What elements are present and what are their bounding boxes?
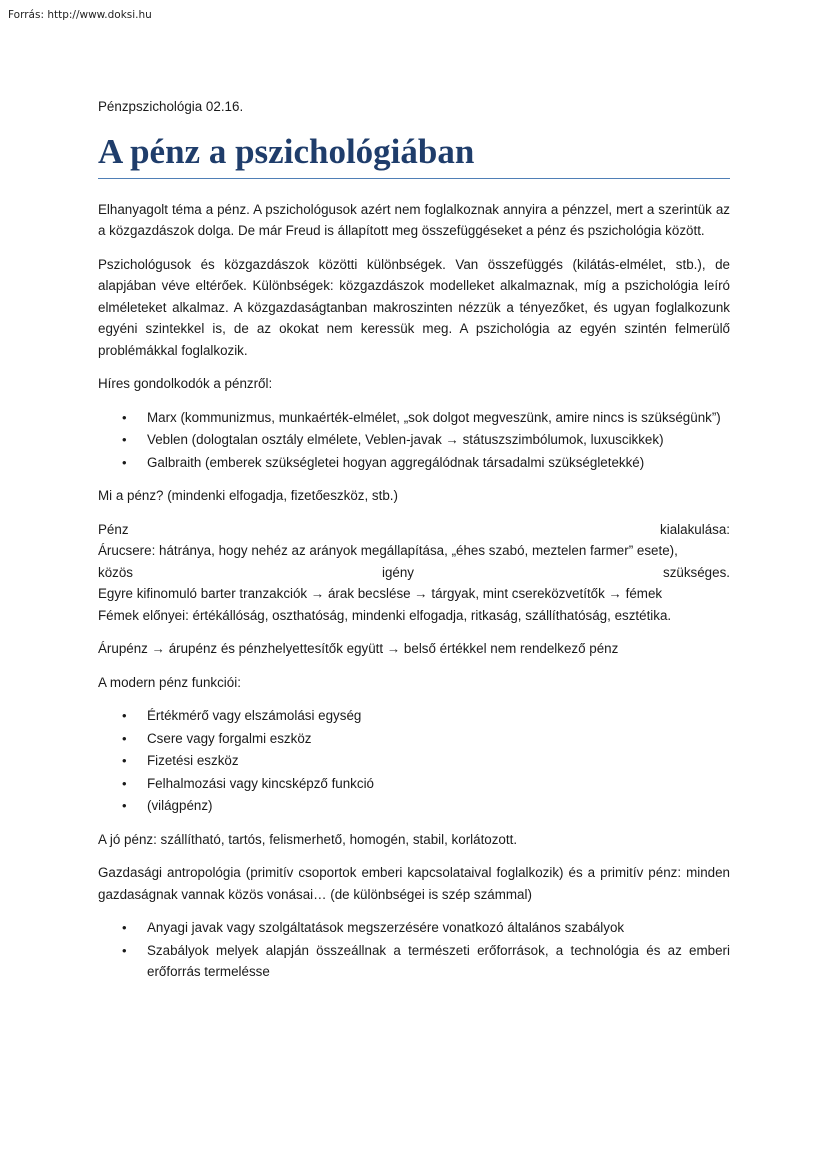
- functions-list: [98, 705, 730, 817]
- anthropology-list: [98, 917, 730, 983]
- bullet-icon: •: [122, 409, 127, 425]
- bullet-icon: •: [122, 920, 127, 935]
- bullet-icon: •: [122, 432, 127, 447]
- thinkers-list: [98, 407, 730, 474]
- bullet-icon: •: [122, 753, 127, 768]
- list-item: • Anyagi javak vagy szolgáltatások megszerzésére vonatkozó általános szabályok: [98, 917, 730, 939]
- list-item: • Veblen (dologtalan osztály elmélete, Veblen-javak → státuszszimbólumok, luxuscikkek): [98, 429, 730, 451]
- bullet-icon: •: [122, 798, 127, 813]
- document-title: A pénz a pszichológiában: [98, 130, 730, 179]
- money-origin-block: [98, 519, 730, 627]
- list-item: • Fizetési eszköz: [98, 750, 730, 772]
- bullet-icon: •: [122, 775, 127, 791]
- source-url: Forrás: http://www.doksi.hu: [8, 9, 152, 21]
- list-item: • Felhalmozási vagy kincsképző funkció: [98, 773, 730, 795]
- list-item: • Értékmérő vagy elszámolási egység: [98, 705, 730, 727]
- paragraph-intro: Elhanyagolt téma a pénz. A pszichológusok azért nem foglalkoznak annyira a pénzzel, mert a szerintük az a közgazdászok dolga. De már Freud is állapított meg összefüggéseket a pénz és pszichológia között.: [98, 201, 730, 238]
- paragraph-functions-heading: A modern pénz funkciói:: [98, 674, 241, 690]
- bullet-icon: •: [122, 730, 127, 746]
- origin-line-5: Fémek előnyei: értékállóság, oszthatóság, mindenki elfogadja, ritkaság, szállíthatóság, esztétika.: [98, 607, 672, 623]
- origin-line-4: Egyre kifinomuló barter tranzakciók → árak becslése → tárgyak, mint csereközvetítők → fémek: [98, 586, 663, 601]
- list-item: • Csere vagy forgalmi eszköz: [98, 728, 730, 750]
- paragraph-differences: Pszichológusok és közgazdászok közötti különbségek. Van összefüggés (kilátás-elmélet, stb.), de alapjában véve eltérőek. Különbségek: közgazdászok modelleket alkalmaznak, míg a pszichológia leíró elméleteket alkalmaz. A közgazdaságtanban makroszinten nézzük a tényezőket, és ugyan foglalkozunk egyéni szintekkel is, de az okokat nem keressük meg. A pszichológia az egyén szintén felmerülő problémákkal foglalkozik.: [98, 256, 730, 358]
- document-body: [98, 199, 730, 983]
- list-item: • Galbraith (emberek szükségletei hogyan aggregálódnak társadalmi szükségletekké): [98, 452, 730, 474]
- paragraph-commodity-money: Árupénz → árupénz és pénzhelyettesítők együtt → belső értékkel nem rendelkező pénz: [98, 641, 619, 656]
- bullet-icon: •: [122, 454, 127, 470]
- bullet-icon: •: [122, 942, 127, 958]
- document-subtitle: Pénzpszichológia 02.16.: [98, 99, 244, 114]
- list-item: • Marx (kommunizmus, munkaérték-elmélet, „sok dolgot megveszünk, amire nincs is szükségünk”): [98, 407, 730, 429]
- paragraph-good-money: A jó pénz: szállítható, tartós, felismerhető, homogén, stabil, korlátozott.: [98, 831, 518, 847]
- paragraph-thinkers-heading: Híres gondolkodók a pénzről:: [98, 376, 273, 391]
- paragraph-anthropology: Gazdasági antropológia (primitív csoportok emberi kapcsolataival foglalkozik) és a primitív pénz: minden gazdaságnak vannak közös vonásai… (de különbségei is szép számmal): [98, 865, 730, 902]
- origin-line-3: közös igény szükséges.: [98, 564, 730, 580]
- paragraph-what-is-money: Mi a pénz? (mindenki elfogadja, fizetőeszköz, stb.): [98, 488, 398, 503]
- bullet-icon: •: [122, 708, 127, 723]
- document-page: [98, 96, 730, 995]
- list-item: • Szabályok melyek alapján összeállnak a természeti erőforrások, a technológia és az emberi erőforrás termelésse: [98, 940, 730, 983]
- origin-line-1: Pénz kialakulása:: [98, 521, 730, 537]
- origin-line-2: Árucsere: hátránya, hogy nehéz az arányok megállapítása, „éhes szabó, meztelen farmer” esete),: [98, 543, 678, 558]
- list-item: • (világpénz): [98, 795, 730, 817]
